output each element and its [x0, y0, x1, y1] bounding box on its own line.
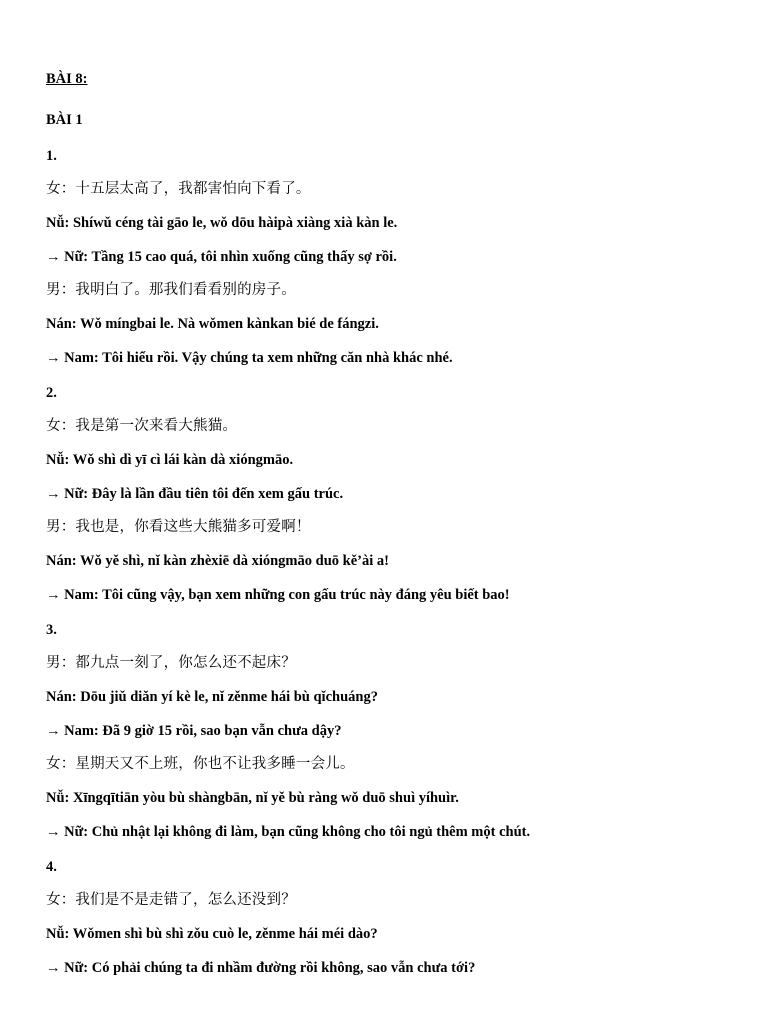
chinese-line: 女：星期天又不上班，你也不让我多睡一会儿。: [46, 756, 355, 772]
chinese-line: 女：我是第一次来看大熊猫。: [46, 418, 238, 434]
chinese-line: 女：我们是不是走错了，怎么还没到？: [46, 892, 296, 908]
chinese-line: 男：我也是，你看这些大熊猫多可爱啊！: [46, 519, 311, 535]
pinyin-line: Nǚ: Shíwǔ céng tài gāo le, wǒ dōu hàipà xiàng xià kàn le.: [46, 215, 398, 231]
pinyin-line: Nán: Dōu jiǔ diǎn yí kè le, nǐ zěnme hái bù qǐchuáng?: [46, 689, 378, 705]
pinyin-line: Nǚ: Wǒ shì dì yī cì lái kàn dà xióngmāo.: [46, 452, 294, 468]
item-number: 1.: [46, 148, 57, 164]
translation-line: → Nữ: Tầng 15 cao quá, tôi nhìn xuống cũng thấy sợ rồi.: [46, 249, 397, 265]
chinese-line: 男：我明白了。那我们看看别的房子。: [46, 282, 296, 298]
chinese-line: 女：十五层太高了，我都害怕向下看了。: [46, 181, 311, 197]
translation-line: → Nam: Đã 9 giờ 15 rồi, sao bạn vẫn chưa dậy?: [46, 723, 342, 739]
item-number: 4.: [46, 859, 57, 875]
pinyin-line: Nǚ: Xīngqītiān yòu bù shàngbān, nǐ yě bù ràng wǒ duō shuì yíhuìr.: [46, 790, 459, 806]
pinyin-line: Nán: Wǒ yě shì, nǐ kàn zhèxiē dà xióngmāo duō kě’ài a!: [46, 553, 389, 569]
translation-line: → Nữ: Có phải chúng ta đi nhầm đường rồi không, sao vẫn chưa tới?: [46, 960, 476, 976]
item-number: 3.: [46, 622, 57, 638]
pinyin-line: Nán: Wǒ míngbai le. Nà wǒmen kànkan bié de fángzi.: [46, 316, 379, 332]
document-heading: BÀI 8:: [46, 71, 88, 87]
chinese-line: 男：都九点一刻了，你怎么还不起床？: [46, 655, 296, 671]
translation-line: → Nữ: Đây là lần đầu tiên tôi đến xem gấu trúc.: [46, 486, 344, 502]
translation-line: → Nữ: Chủ nhật lại không đi làm, bạn cũng không cho tôi ngủ thêm một chút.: [46, 824, 531, 840]
translation-line: → Nam: Tôi hiểu rồi. Vậy chúng ta xem những căn nhà khác nhé.: [46, 350, 453, 366]
translation-line: → Nam: Tôi cũng vậy, bạn xem những con gấu trúc này đáng yêu biết bao!: [46, 587, 510, 603]
pinyin-line: Nǚ: Wǒmen shì bù shì zǒu cuò le, zěnme hái méi dào?: [46, 926, 378, 942]
section-title: BÀI 1: [46, 112, 83, 128]
item-number: 2.: [46, 385, 57, 401]
